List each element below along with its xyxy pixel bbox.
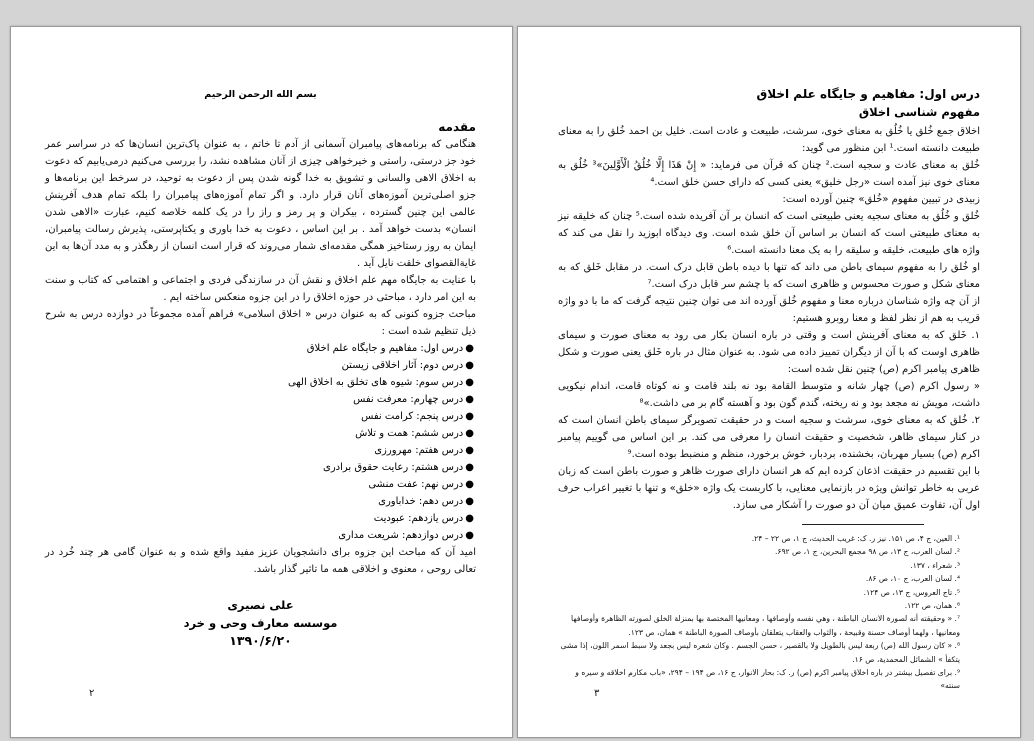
footnote-item: ³. شعراء ، ۱۳۷.	[910, 560, 960, 570]
lesson-label: درس اول: مفاهیم و جایگاه علم اخلاق	[306, 343, 464, 354]
footnote-item: ⁷. « وحقيقته أنه لصورة الانسان الباطنة ، وهي نفسه وأوصافها ، ومعانيها المختصة بها بمنزلة الخلق لصورته الظاهرة وأوصافها ومعانيها ، ولهما أوصاف حسنة وقبيحة ، والثواب والعقاب يتعلقان بأوصاف الصورة الباطنة » همان، ص ۱۲۳.	[571, 614, 960, 637]
lesson-label: درس دوم: آثار اخلاقی زیستن	[341, 360, 464, 371]
intro-paragraph: با عنایت به جایگاه مهم علم اخلاق و نقش آن در سازندگی فردی و اجتماعی و اهتمامی که کتاب و سنت به این امر دارد ، مباحثی در حوزه اخلاق را در این جزوه منعکس ساخته ایم .	[45, 275, 476, 303]
lesson-item	[45, 493, 476, 510]
section-subtitle: مفهوم شناسی اخلاق	[858, 105, 980, 119]
page-number: ۲	[89, 688, 95, 699]
lesson-item	[45, 408, 476, 425]
body-paragraph: خُلق به معنای عادت و سجیه است.² چنان که قرآن می فرماید: « إِنْ هَذَا إِلَّا خُلُقُ الْأَوَّلِينَ»³ خُلُق به معنای خوی نیز آمده است «رجل خليق» یعنی کسی که دارای حسن خلق است.⁴	[558, 160, 981, 188]
lesson-label: درس یازدهم: عبودیت	[373, 513, 464, 524]
bullet-icon: ●	[465, 377, 474, 388]
lesson-label: درس هفتم: مهرورزی	[374, 445, 464, 456]
bullet-icon: ●	[465, 343, 474, 354]
bullet-icon: ●	[465, 462, 474, 473]
body-paragraph: « رسول اکرم (ص) چهار شانه و متوسط القامة بود نه بلند قامت و نه کوتاه قامت، اندام نیکویی داشت، مویش نه مجعد بود و نه ریخته، گندم گون بود و آهسته گام بر می داشت.»⁸	[558, 381, 980, 409]
bullet-icon: ●	[465, 530, 474, 541]
lesson-label: درس پنجم: کرامت نفس	[361, 411, 464, 422]
lesson-item	[45, 425, 476, 442]
signature-date: ۱۳۹۰/۶/۲۰	[229, 633, 292, 648]
bullet-icon: ●	[465, 479, 474, 490]
footnote-item: ⁵. تاج العروس، ج ۱۳، ص ۱۲۴.	[863, 587, 960, 597]
lesson-list	[45, 340, 476, 544]
body-paragraph: خُلق و خُلُق به معنای سجیه یعنی طبیعتی است که انسان بر آن آفریده شده است.⁵ چنان که خليقه نيز به معنای طبیعتی است که انسان بر اساس آن خلق شده است. وی دیدگاه ابوزید را نقل می کند که واژه های طبیعت، خلیقه و سلیقه را به یک معنا دانسته است.⁶	[558, 211, 980, 256]
lesson-item	[45, 527, 476, 544]
lesson-item	[45, 340, 476, 357]
bullet-icon: ●	[465, 428, 474, 439]
lesson-label: درس چهارم: معرفت نفس	[353, 394, 464, 405]
body-paragraph: زبیدی در تبیین مفهوم «خُلق» چنین آورده است:	[782, 194, 980, 205]
document-page-left	[10, 26, 513, 738]
footnote-separator	[802, 524, 924, 525]
body-paragraph: از آن چه واژه شناسان درباره معنا و مفهوم خُلق آورده اند می توان چنین نتیجه گرفت که ما با دو واژه قریب به هم از نظر لفظ و معنا روبرو هستیم:	[558, 296, 980, 324]
footnote-item: ⁹. برای تفصیل بیشتر در باره اخلاق پیامبر اکرم (ص) ر. ک: بحار الانوار، ج ۱۶، ص ۱۹۴ – ۲۹۴، «باب مكارم اخلاقه و سيره و سنته»	[575, 668, 960, 691]
bullet-icon: ●	[465, 394, 474, 405]
intro-paragraph: مباحث جزوه کنونی که به عنوان درس « اخلاق اسلامی» فراهم آمده مجموعاً در دوازده درس به شرح ذیل تنظیم شده است :	[45, 309, 476, 337]
page-content	[45, 89, 476, 650]
body-paragraph: ۱. خَلق که به معنای آفرینش است و وقتی در باره انسان بکار می رود به معنای صورت و سیمای ظاهری اوست که با آن از دیگران تمییز داده می شود. به عنوان مثال در باره خَلق یعنی صورت و شکل ظاهری پیامبر اکرم (ص) چنین نقل شده است:	[558, 330, 980, 375]
institution-name: موسسه معارف وحی و خرد	[183, 616, 338, 630]
lesson-item	[45, 459, 476, 476]
footnote-item: ⁶. همان، ص ۱۲۲.	[904, 601, 960, 611]
footnote-item: ¹. العین، ج ۴، ص ۱۵۱. نیز ر. ک: غریب الحدیث، ج ۱، ص ۲۲ – ۲۴.	[751, 534, 960, 543]
lesson-item	[45, 357, 476, 374]
author-name: علی نصیری	[227, 598, 294, 612]
lesson-item	[45, 510, 476, 527]
page-number: ۳	[594, 688, 600, 699]
lesson-label: درس دهم: خداباوری	[378, 496, 464, 507]
footnote-item: ². لسان العرب، ج ۱۳، ص ۹۸ مجمع البحرین، ج ۱، ص ۶۹۲.	[774, 547, 960, 557]
lesson-label: درس دوازدهم: شریعت مداری	[338, 530, 464, 541]
footnote-item: ⁸. « كان رسول الله (ص) ربعة ليس بالطويل ولا بالقصير ، حسن الجسم . وكان شعره ليس بجعد ولا سبط اسمر اللون، إذا مشى يتكفأ » الشمائل المحمدية، ص ۱۶.	[560, 641, 960, 664]
footnotes-list	[558, 532, 960, 693]
page-content	[558, 85, 980, 514]
lesson-label: درس نهم: عفت منشی	[368, 479, 464, 490]
document-page-right	[517, 26, 1021, 738]
lesson-label: درس ششم: همت و تلاش	[355, 428, 464, 439]
bismillah-heading: بسم الله الرحمن الرحيم	[204, 89, 317, 100]
lesson-item	[45, 374, 476, 391]
bullet-icon: ●	[465, 411, 474, 422]
body-paragraph: او خُلق را به مفهوم سیمای باطن می داند که تنها با دیده باطن قابل درک است. در مقابل خَلق که به معنای شکل و صورت محسوس و ظاهری است که با چشم سر قابل درک است.⁷	[558, 262, 980, 290]
bullet-icon: ●	[465, 445, 474, 456]
footnote-item: ⁴. لسان العرب، ج ۱۰، ص ۸۶.	[865, 574, 960, 584]
lesson-item	[45, 442, 476, 459]
bullet-icon: ●	[465, 360, 474, 371]
bullet-icon: ●	[465, 496, 474, 507]
intro-paragraph: هنگامی که برنامه‌های پیامبران آسمانی از آدم تا خاتم ، به عنوان پاک‌ترین انسان‌ها که در سراسر عمر خود جز درستی، راستی و خیرخواهی چیزی از آنان مشاهده نشد، را بررسی می‌کنیم درمی‌یابیم که دعوت به اخلاق الاهی والسانی و تشویق به خدا گونه شدن پس از دعوت به توحید، در سرخط این برنامه‌ها و جزو اصلی‌ترین آموزه‌های آنان قرار دارد. و اگر تمام آموزه‌های پیامبران را بلکه تمام هدف آفرینش عالمی این چنین گسترده ، بیکران و پر رمز و راز را در یک کلمه خلاصه کنیم، عبارت «الاهی شدن انسان» بدست خواهد آمد . بر این اساس ، دعوت به خدا باوری و یکتاپرستی، پذیرش رسالت پیامبران، ایمان به روز رستاخیز همگی مقدمه‌ای شمار می‌روند که قرار است انسان از رهگذر و به مدد آن‌ها به این غایةالقصوای خلقت نایل آید .	[45, 139, 476, 269]
closing-paragraph: امید آن که مباحث این جزوه برای دانشجویان عزیز مفید واقع شده و به عنوان گامی هر چند خُرد در تعالی روحی ، معنوی و اخلاقی همه ما تاثیر گذار باشد.	[45, 547, 476, 575]
body-paragraph: با این تقسیم در حقیقت اذعان کرده ایم که هر انسان دارای صورت ظاهر و صورت باطن است که زبان عربی به خاطر توانش ویژه در بازنمایی معنایی، با کاربست یک واژه «خلق» و تنها با تغییر اعراب حرف اول آن، تفاوت عمیق میان آن دو صورت را آشکار می سازد.	[558, 466, 980, 511]
signature-block	[45, 596, 476, 650]
lesson-title: درس اول: مفاهیم و جایگاه علم اخلاق	[756, 87, 980, 101]
introduction-heading: مقدمه	[438, 120, 476, 134]
bullet-icon: ●	[465, 513, 474, 524]
lesson-label: درس هشتم: رعایت حقوق برادری	[323, 462, 464, 473]
lesson-item	[45, 476, 476, 493]
lesson-item	[45, 391, 476, 408]
body-paragraph: ۲. خُلق که به معنای خوی، سرشت و سجیه است و در حقیقت تصویرگر سیمای باطن انسان است که در کنار سیمای ظاهر، شخصیت و حقیقت انسان را معرفی می کند. بر این اساس می گوییم پیامبر اکرم (ص) بسیار مهربان، بخشنده، بردبار، خوش برخورد، منظم و منضبط بوده است.⁹	[558, 415, 980, 460]
body-paragraph: اخلاق جمع خُلق یا خُلُق به معنای خوی، سرشت، طبیعت و عادت است. خلیل بن احمد خُلق را به معنای طبیعت دانسته است.¹ ابن منظور می گوید:	[558, 126, 980, 154]
lesson-label: درس سوم: شیوه های تخلق به اخلاق الهی	[287, 377, 464, 388]
